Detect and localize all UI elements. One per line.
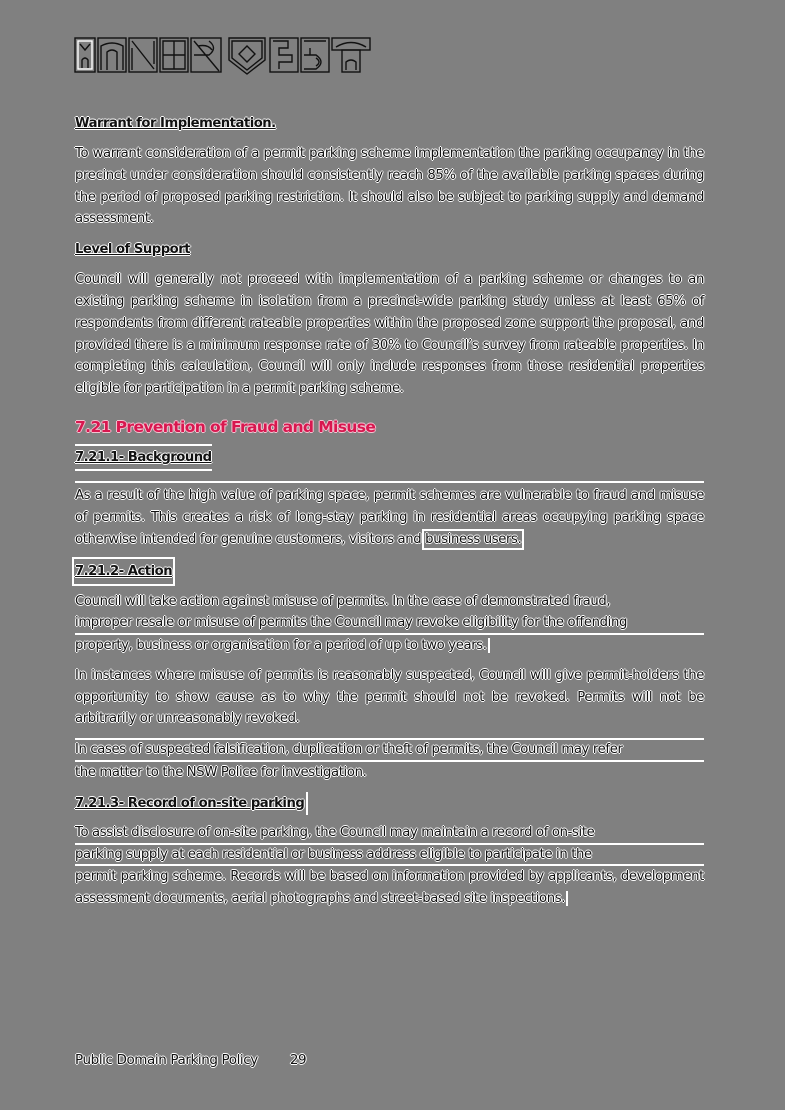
- page-footer: [75, 1052, 306, 1068]
- background-heading-box: [75, 444, 212, 471]
- record-body-line-2: parking supply at each residential or business address eligible to participate in the: [75, 845, 704, 867]
- action-para-3-line-2: the matter to the NSW Police for investigation.: [75, 764, 367, 780]
- action-para-1-line-1: Council will take action against misuse of permits. In the case of demonstrated fraud,: [75, 594, 611, 610]
- background-body-main: As a result of the high value of parking space, permit schemes are vulnerable to fraud and misuse of permits. This creates a risk of long-stay parking in residential areas occupying parking space otherwise intended for genuine customers, visitors and: [75, 487, 704, 547]
- action-para-2: In instances where misuse of permits is reasonably suspected, Council will give permit-holders the opportunity to show cause as to why the permit should not be revoked. Permits will not be arbitrarily or unreasonably revoked.: [75, 667, 704, 727]
- record-body-line-1: To assist disclosure of on-site parking, the Council may maintain a record of on-site: [75, 823, 704, 845]
- action-heading-box: [75, 560, 172, 583]
- support-body: Council will generally not proceed with implementation of a parking scheme or changes to an existing parking scheme in isolation from a precinct-wide parking study unless at least 65% of respondents from different rateable properties within the proposed zone support the proposal, and provided there is a minimum response rate of 30% to Council’s survey from rateable properties. In completing this calculation, Council will only include responses from those residential properties eligible for participation in a permit parking scheme.: [75, 272, 704, 397]
- background-heading: 7.21.1- Background: [75, 449, 212, 465]
- footer-document-title: Public Domain Parking Policy: [75, 1052, 258, 1068]
- action-heading: 7.21.2- Action: [75, 564, 173, 580]
- action-para-3-line-1: In cases of suspected falsification, duplication or theft of permits, the Council may refer: [75, 738, 704, 762]
- footer-page-number: 29: [289, 1052, 307, 1068]
- background-body-tail: business users.: [425, 531, 522, 547]
- record-heading: 7.21.3- Record of on-site parking: [75, 795, 305, 811]
- logo-wordmark-icon: [74, 34, 372, 76]
- action-para-1-line-2: improper resale or misuse of permits the Council may revoke eligibility for the offending: [75, 613, 704, 635]
- background-body-box: [75, 481, 704, 550]
- section-heading-fraud: 7.21 Prevention of Fraud and Misuse: [75, 417, 376, 436]
- action-para-3: [75, 738, 704, 784]
- inner-west-logo: [74, 34, 372, 76]
- record-body-tail: inspections.: [490, 891, 568, 906]
- action-para-1: [75, 591, 704, 656]
- warrant-heading: Warrant for Implementation.: [75, 116, 276, 131]
- record-body: [75, 823, 704, 910]
- warrant-body: To warrant consideration of a permit parking scheme implementation the parking occupancy in the precinct under consideration should consistently reach 85% of the available parking spaces during the period of proposed parking restriction. It should also be subject to parking supply and demand assessment.: [75, 146, 704, 227]
- record-heading-box: [75, 792, 308, 815]
- support-heading: Level of Support: [75, 242, 191, 258]
- action-para-1-line-3: property, business or organisation for a period of up to two years.: [75, 638, 490, 653]
- background-body: [75, 485, 704, 550]
- record-body-rest: permit parking scheme. Records will be based on information provided by applicants, development assessment documents, aerial photographs and street-based site: [75, 869, 704, 907]
- document-page: [75, 112, 704, 918]
